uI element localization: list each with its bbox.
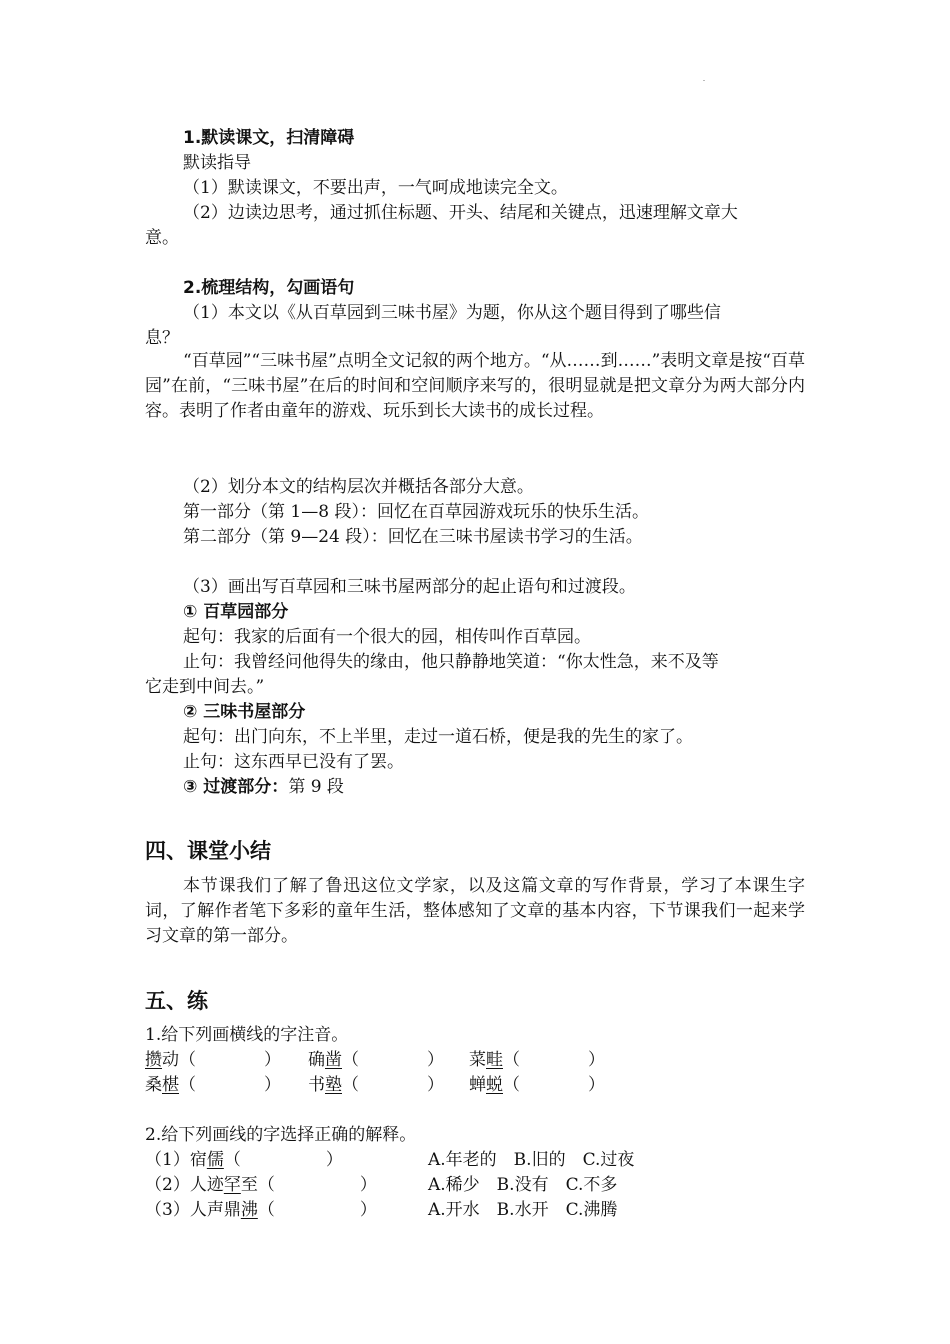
exercise-2-title: 2.给下列画线的字选择正确的解释。 xyxy=(145,1125,417,1145)
answer-blank[interactable]: （ ） xyxy=(179,1075,281,1095)
underlined-char: 凿 xyxy=(325,1050,342,1070)
question-3: （3）画出写百草园和三味书屋两部分的起止语句和过渡段。 xyxy=(183,577,636,597)
lesson-summary: 本节课我们了解了鲁迅这位文学家，以及这篇文章的写作背景，学习了本课生字词，了解作者笔下多彩的童年生活，整体感知了文章的基本内容，下节课我们一起来学习文章的第一部分。 xyxy=(145,876,805,946)
answer-blank[interactable]: （ ） xyxy=(342,1050,444,1070)
transition-line xyxy=(183,775,344,799)
underlined-char: 畦 xyxy=(486,1050,503,1070)
sanwei-start: 起句：出门向东，不上半里，走过一道石桥，便是我的先生的家了。 xyxy=(183,727,693,747)
underlined-char: 儒 xyxy=(206,1150,224,1170)
underlined-char: 攒 xyxy=(145,1050,162,1070)
subheading-structure: 2.梳理结构，勾画语句 xyxy=(183,278,355,298)
answer-1: “百草园”“三味书屋”点明全文记叙的两个地方。“从……到……”表明文章是按“百草园”在前，“三味书屋”在后的时间和空间顺序来写的，很明显就是把文章分为两大部分内容。表明了作者由童年的游戏、玩乐到长大读书的成长过程。 xyxy=(145,351,805,421)
pinyin-item: 确凿（ ） xyxy=(308,1050,444,1070)
answer-blank[interactable]: （ ） xyxy=(257,1200,377,1220)
baicaoyuan-end: 止句：我曾经问他得失的缘由，他只静静地笑道：“你太性急，来不及等 xyxy=(183,652,719,672)
definition-options: A.稀少 B.没有 C.不多 xyxy=(428,1175,618,1195)
section-4-heading: 四、课堂小结 xyxy=(145,839,271,863)
underlined-char: 沸 xyxy=(240,1200,258,1220)
sanwei-end: 止句：这东西早已没有了罢。 xyxy=(183,752,404,772)
pinyin-item: 蝉蜕（ ） xyxy=(469,1075,605,1095)
guide-item-1: （1）默读课文，不要出声，一气呵成地读完全文。 xyxy=(183,178,568,198)
answer-blank[interactable]: （ ） xyxy=(503,1050,605,1070)
pinyin-item: 书塾（ ） xyxy=(308,1075,444,1095)
underlined-char: 椹 xyxy=(162,1075,179,1095)
underlined-char: 塾 xyxy=(325,1075,342,1095)
definition-item: （3）人声鼎沸（ ） xyxy=(145,1200,377,1220)
baicaoyuan-start: 起句：我家的后面有一个很大的园，相传叫作百草园。 xyxy=(183,627,591,647)
pinyin-item: 菜畦（ ） xyxy=(469,1050,605,1070)
answer-blank[interactable]: （ ） xyxy=(342,1075,444,1095)
guide-item-2: （2）边读边思考，通过抓住标题、开头、结尾和关键点，迅速理解文章大 xyxy=(183,203,738,223)
guide-label: 默读指导 xyxy=(183,153,251,173)
baicaoyuan-end-cont: 它走到中间去。” xyxy=(145,677,265,697)
pinyin-item: 桑椹（ ） xyxy=(145,1075,281,1095)
question-1-cont: 息？ xyxy=(145,328,179,348)
answer-blank[interactable]: （ ） xyxy=(179,1050,281,1070)
pinyin-item: 攒动（ ） xyxy=(145,1050,281,1070)
definition-item: （1）宿儒（ ） xyxy=(145,1150,343,1170)
answer-blank[interactable]: （ ） xyxy=(223,1150,343,1170)
exercise-1-title: 1.给下列画横线的字注音。 xyxy=(145,1025,349,1045)
sanwei-title: ② 三味书屋部分 xyxy=(183,702,306,722)
transition-title: ③ 过渡部分： xyxy=(183,777,289,797)
section-5-heading: 五、练 xyxy=(145,989,208,1013)
subheading-silent-reading: 1.默读课文，扫清障碍 xyxy=(183,128,355,148)
definition-options: A.开水 B.水开 C.沸腾 xyxy=(428,1200,618,1220)
question-2: （2）划分本文的结构层次并概括各部分大意。 xyxy=(183,477,534,497)
question-1: （1）本文以《从百草园到三味书屋》为题，你从这个题目得到了哪些信 xyxy=(183,303,721,323)
answer-blank[interactable]: （ ） xyxy=(503,1075,605,1095)
part-1-summary: 第一部分（第 1—8 段）：回忆在百草园游戏玩乐的快乐生活。 xyxy=(183,502,649,522)
scan-dot xyxy=(703,80,705,81)
guide-item-2-cont: 意。 xyxy=(145,228,179,248)
underlined-char: 蜕 xyxy=(486,1075,503,1095)
answer-blank[interactable]: （ ） xyxy=(257,1175,377,1195)
transition-value: 第 9 段 xyxy=(288,777,344,797)
underlined-char: 罕 xyxy=(223,1175,241,1195)
part-2-summary: 第二部分（第 9—24 段）：回忆在三味书屋读书学习的生活。 xyxy=(183,527,643,547)
baicaoyuan-title: ① 百草园部分 xyxy=(183,602,289,622)
definition-item: （2）人迹罕至（ ） xyxy=(145,1175,377,1195)
definition-options: A.年老的 B.旧的 C.过夜 xyxy=(428,1150,635,1170)
